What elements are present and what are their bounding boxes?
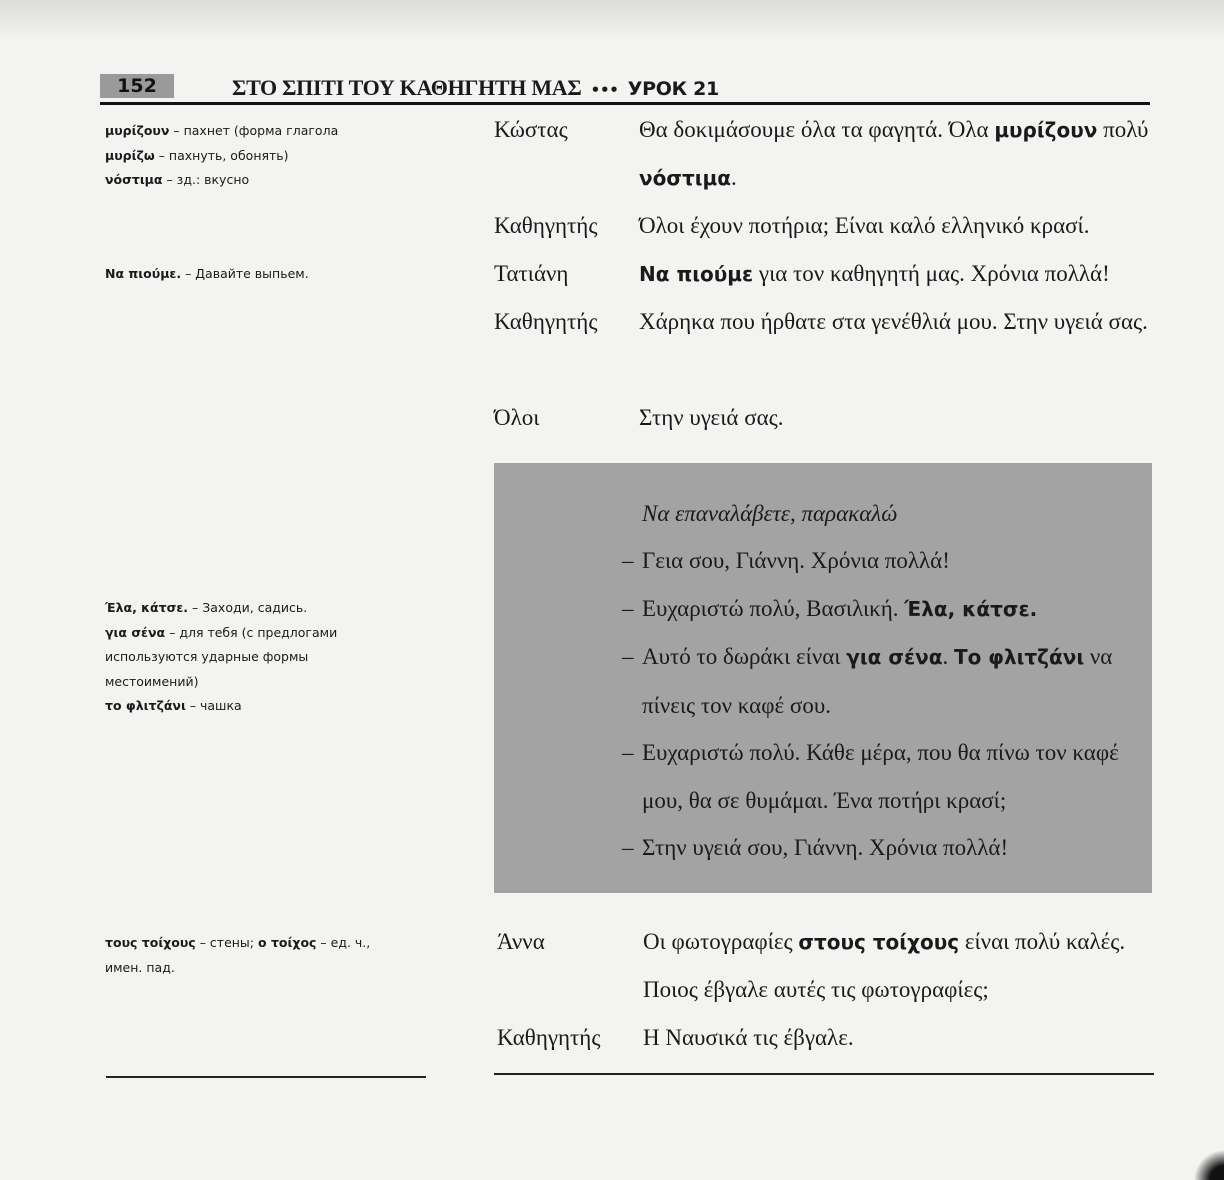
dialogue-text	[639, 106, 1159, 202]
glossary-entry	[105, 119, 435, 144]
dialogue-text	[643, 1014, 1163, 1062]
glossary-def: – чашка	[185, 698, 242, 713]
glossed-word: Έλα, κάτσε.	[904, 596, 1038, 621]
dialogue-text	[639, 298, 1159, 346]
glossary-def: – ед. ч.,	[316, 935, 371, 950]
text-run: Χάρηκα που ήρθατε στα γενέθλιά μου. Στην υγειά σας.	[639, 309, 1148, 334]
dialogue-text	[643, 918, 1163, 1014]
glossary-term: Να πιούμε.	[105, 266, 182, 281]
dash: –	[622, 835, 634, 860]
glossary-def: – Заходи, садись.	[188, 600, 308, 615]
speaker-name: Κώστας	[494, 117, 568, 142]
text-run: Όλοι έχουν ποτήρια; Είναι καλό ελληνικό κρασί.	[639, 213, 1090, 238]
speaker-name: Καθηγητής	[494, 309, 598, 334]
glossary-def: – для тебя (с предлогами	[165, 624, 338, 640]
text-run: Θα δοκιμάσουμε όλα τα φαγητά. Όλα	[639, 117, 995, 142]
chapter-title: ΣΤΟ ΣΠΙΤΙ ΤΟΥ ΚΑΘΗΓΗΤΗ ΜΑΣ	[232, 75, 582, 100]
speaker-name: Άννα	[497, 929, 545, 954]
repeat-line	[622, 824, 1142, 872]
glossary-def: – зд.: вкусно	[162, 172, 250, 187]
text-run: να πίνεις τον καφέ σου.	[642, 644, 1113, 718]
repeat-line	[622, 537, 1142, 585]
repeat-line	[622, 633, 1142, 729]
text-run: Στην υγειά σας.	[639, 405, 784, 430]
text-run: Στην υγειά σου, Γιάννη. Χρόνια πολλά!	[642, 835, 1009, 860]
glossed-word: νόστιμα	[639, 166, 731, 190]
glossary-entry	[105, 956, 435, 981]
glossary-entry	[105, 694, 435, 719]
glossary-def: – пахнет (форма глагола	[169, 123, 339, 138]
repeat-exercise-box	[494, 463, 1152, 893]
dash: –	[622, 595, 634, 621]
text-run: Οι φωτογραφίες	[643, 929, 799, 954]
glossed-word: Το φλιτζάνι	[953, 645, 1085, 669]
glossary-entry	[105, 621, 435, 646]
speaker-name: Καθηγητής	[494, 213, 598, 238]
glossary-entry	[105, 168, 435, 193]
dash: –	[622, 644, 634, 669]
glossary-entry	[105, 144, 435, 169]
text-run: είναι πολύ καλές. Ποιος έβγαλε αυτές τις φωτογραφίες;	[643, 929, 1126, 1002]
running-header	[100, 72, 1150, 106]
title-separator: •••	[590, 81, 619, 99]
text-run: Ευχαριστώ πολύ, Βασιλική.	[642, 595, 905, 621]
text-run: πολύ	[1097, 117, 1149, 142]
repeat-line	[622, 729, 1142, 824]
text-run: Ευχαριστώ πολύ. Κάθε μέρα, που θα πίνω τον καφέ μου, θα σε θυμάμαι. Ένα ποτήρι κρασί;	[642, 740, 1119, 813]
glossary-term: ο τοίχος	[258, 935, 317, 950]
glossary-term: νόστιμα	[105, 172, 163, 187]
repeat-line	[622, 585, 1142, 634]
header-rule	[100, 102, 1150, 105]
glossary-block-1	[105, 119, 435, 193]
dash: –	[622, 740, 634, 765]
glossed-word: μυρίζουν	[994, 118, 1098, 142]
glossary-entry	[105, 262, 435, 287]
text-run: .	[730, 165, 737, 190]
text-run: .	[942, 644, 954, 669]
running-title	[232, 74, 719, 104]
speaker-name: Τατιάνη	[494, 261, 569, 286]
glossary-entry	[105, 670, 435, 695]
glossed-word: Να πιούμε	[639, 262, 754, 286]
glossary-term: το φλιτζάνι	[105, 698, 186, 713]
dialogue-text	[639, 394, 1159, 442]
glossary-def: имен. пад.	[105, 959, 175, 975]
glossary-term: Έλα, κάτσε.	[105, 600, 189, 615]
glossary-def: – пахнуть, обонять)	[154, 147, 289, 163]
glossary-entry	[105, 931, 435, 956]
repeat-title: Να επαναλάβετε, παρακαλώ	[642, 501, 898, 526]
glossed-word: για σένα	[846, 645, 943, 669]
glossary-def: местоимений)	[105, 673, 199, 689]
glossary-def: – стены;	[195, 935, 258, 950]
dialogue-text	[639, 250, 1159, 298]
glossary-term: μυρίζω	[105, 147, 155, 163]
glossary-def: – Давайте выпьем.	[181, 266, 309, 281]
glossary-entry	[105, 645, 435, 670]
glossary-def: используются ударные формы	[105, 649, 309, 664]
dash: –	[622, 548, 634, 573]
glossed-word: στους τοίχους	[798, 930, 960, 954]
text-run: Αυτό το δωράκι είναι	[642, 644, 847, 669]
corner-shadow	[1184, 1140, 1224, 1180]
dialogue-text	[639, 202, 1159, 250]
glossary-term: μυρίζουν	[105, 123, 170, 138]
footer-rule-right	[494, 1073, 1154, 1075]
glossary-block-2	[105, 262, 435, 287]
glossary-entry	[105, 596, 435, 621]
text-run: Γεια σου, Γιάννη. Χρόνια πολλά!	[642, 548, 950, 573]
glossary-block-3	[105, 596, 435, 719]
page-shadow	[0, 0, 1224, 40]
speaker-name: Καθηγητής	[497, 1025, 601, 1050]
speaker-name: Όλοι	[494, 405, 540, 430]
glossary-term: για σένα	[105, 624, 166, 640]
text-run: Η Ναυσικά τις έβγαλε.	[643, 1025, 854, 1050]
text-run: για τον καθηγητή μας. Χρόνια πολλά!	[753, 261, 1110, 286]
repeat-lines	[622, 537, 1142, 872]
glossary-term: τους τοίχους	[105, 935, 196, 950]
page-number: 152	[100, 74, 174, 98]
glossary-block-4	[105, 931, 435, 980]
lesson-label: УРОК 21	[627, 78, 719, 100]
footer-rule-left	[106, 1076, 426, 1078]
